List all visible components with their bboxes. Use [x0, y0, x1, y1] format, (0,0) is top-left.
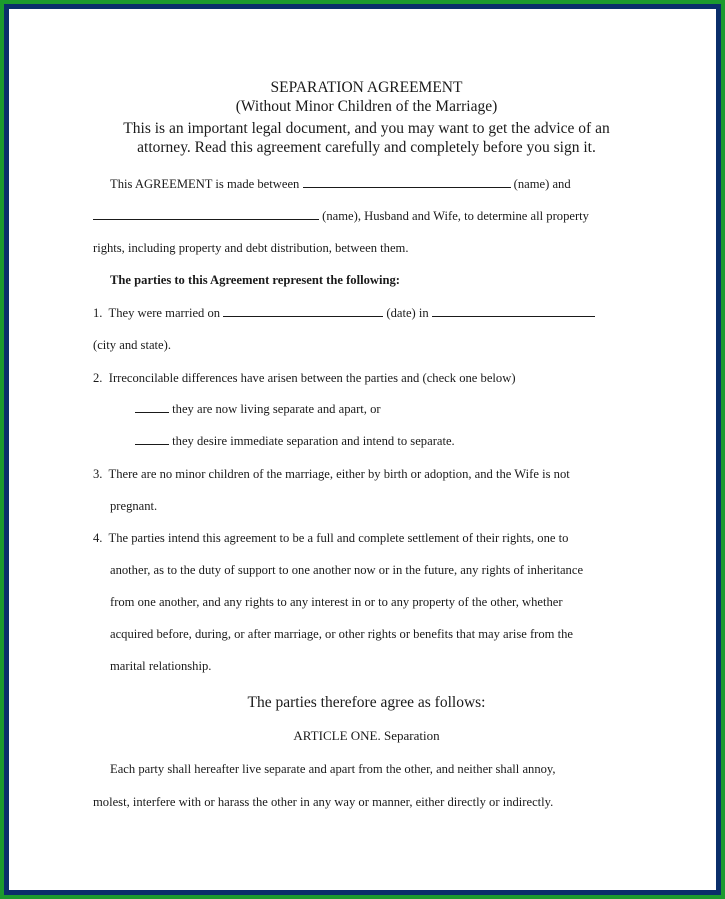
date-in-text: (date) in [386, 306, 429, 320]
item-2-number: 2. [93, 371, 103, 385]
item-4-line-5: marital relationship. [110, 659, 212, 673]
item-4-line-2: another, as to the duty of support to one another now or in the future, any rights of inheritance [110, 563, 584, 577]
item-3-line-1 [93, 466, 570, 482]
item-1-line-1 [93, 305, 595, 321]
marriage-date-blank[interactable] [223, 305, 383, 317]
document-subtitle: (Without Minor Children of the Marriage) [235, 98, 498, 115]
second-party-name-blank[interactable] [93, 208, 319, 220]
article-one-text-line-1: Each party shall hereafter live separate and apart from the other, and neither shall annoy, [110, 762, 556, 776]
first-party-name-blank[interactable] [303, 176, 511, 188]
paragraph-1-line-3: rights, including property and debt distribution, between them. [93, 241, 409, 255]
item-4-number: 4. [93, 531, 103, 545]
item-4-line-4: acquired before, during, or after marriage, or other rights or benefits that may arise from the [110, 627, 573, 641]
item-2-option-2 [135, 433, 455, 449]
option-2-text: they desire immediate separation and intend to separate. [172, 434, 455, 448]
article-one-heading: ARTICLE ONE. Separation [293, 728, 440, 743]
agree-heading: The parties therefore agree as follows: [247, 694, 486, 711]
article-one-text-line-2: molest, interfere with or harass the other in any way or manner, either directly or indirectly. [93, 795, 554, 809]
inner-frame [4, 4, 721, 895]
item-4-line-3: from one another, and any rights to any interest in or to any property of the other, whether [110, 595, 563, 609]
item-2-line-1 [93, 370, 516, 386]
name-and-text: (name) and [513, 177, 571, 191]
document-page [9, 9, 716, 890]
paragraph-1-line-2 [93, 208, 589, 224]
intro-line-1: This is an important legal document, and you may want to get the advice of an [123, 120, 610, 137]
husband-and-wife-text: (name), Husband and Wife, to determine all property [322, 209, 589, 223]
settlement-text: The parties intend this agreement to be a full and complete settlement of their rights, one to [108, 531, 569, 545]
irreconcilable-text: Irreconcilable differences have arisen between the parties and (check one below) [108, 371, 516, 385]
option-2-checkbox-blank[interactable] [135, 433, 169, 445]
agreement-made-between-text: This AGREEMENT is made between [110, 177, 300, 191]
item-1-line-2: (city and state). [93, 338, 171, 352]
paragraph-1-line-1 [110, 176, 571, 192]
document-title: SEPARATION AGREEMENT [270, 79, 463, 96]
married-on-text: They were married on [108, 306, 221, 320]
represent-heading: The parties to this Agreement represent the following: [110, 273, 400, 287]
item-3-number: 3. [93, 467, 103, 481]
option-1-checkbox-blank[interactable] [135, 401, 169, 413]
intro-line-2: attorney. Read this agreement carefully and completely before you sign it. [137, 139, 596, 156]
item-1-number: 1. [93, 306, 103, 320]
separation-agreement-document [9, 9, 716, 890]
option-1-text: they are now living separate and apart, or [172, 402, 381, 416]
no-minor-children-text: There are no minor children of the marriage, either by birth or adoption, and the Wife is not [108, 467, 570, 481]
marriage-place-blank[interactable] [432, 305, 595, 317]
item-4-line-1 [93, 530, 568, 546]
item-3-line-2: pregnant. [110, 499, 158, 513]
item-2-option-1 [135, 401, 381, 417]
